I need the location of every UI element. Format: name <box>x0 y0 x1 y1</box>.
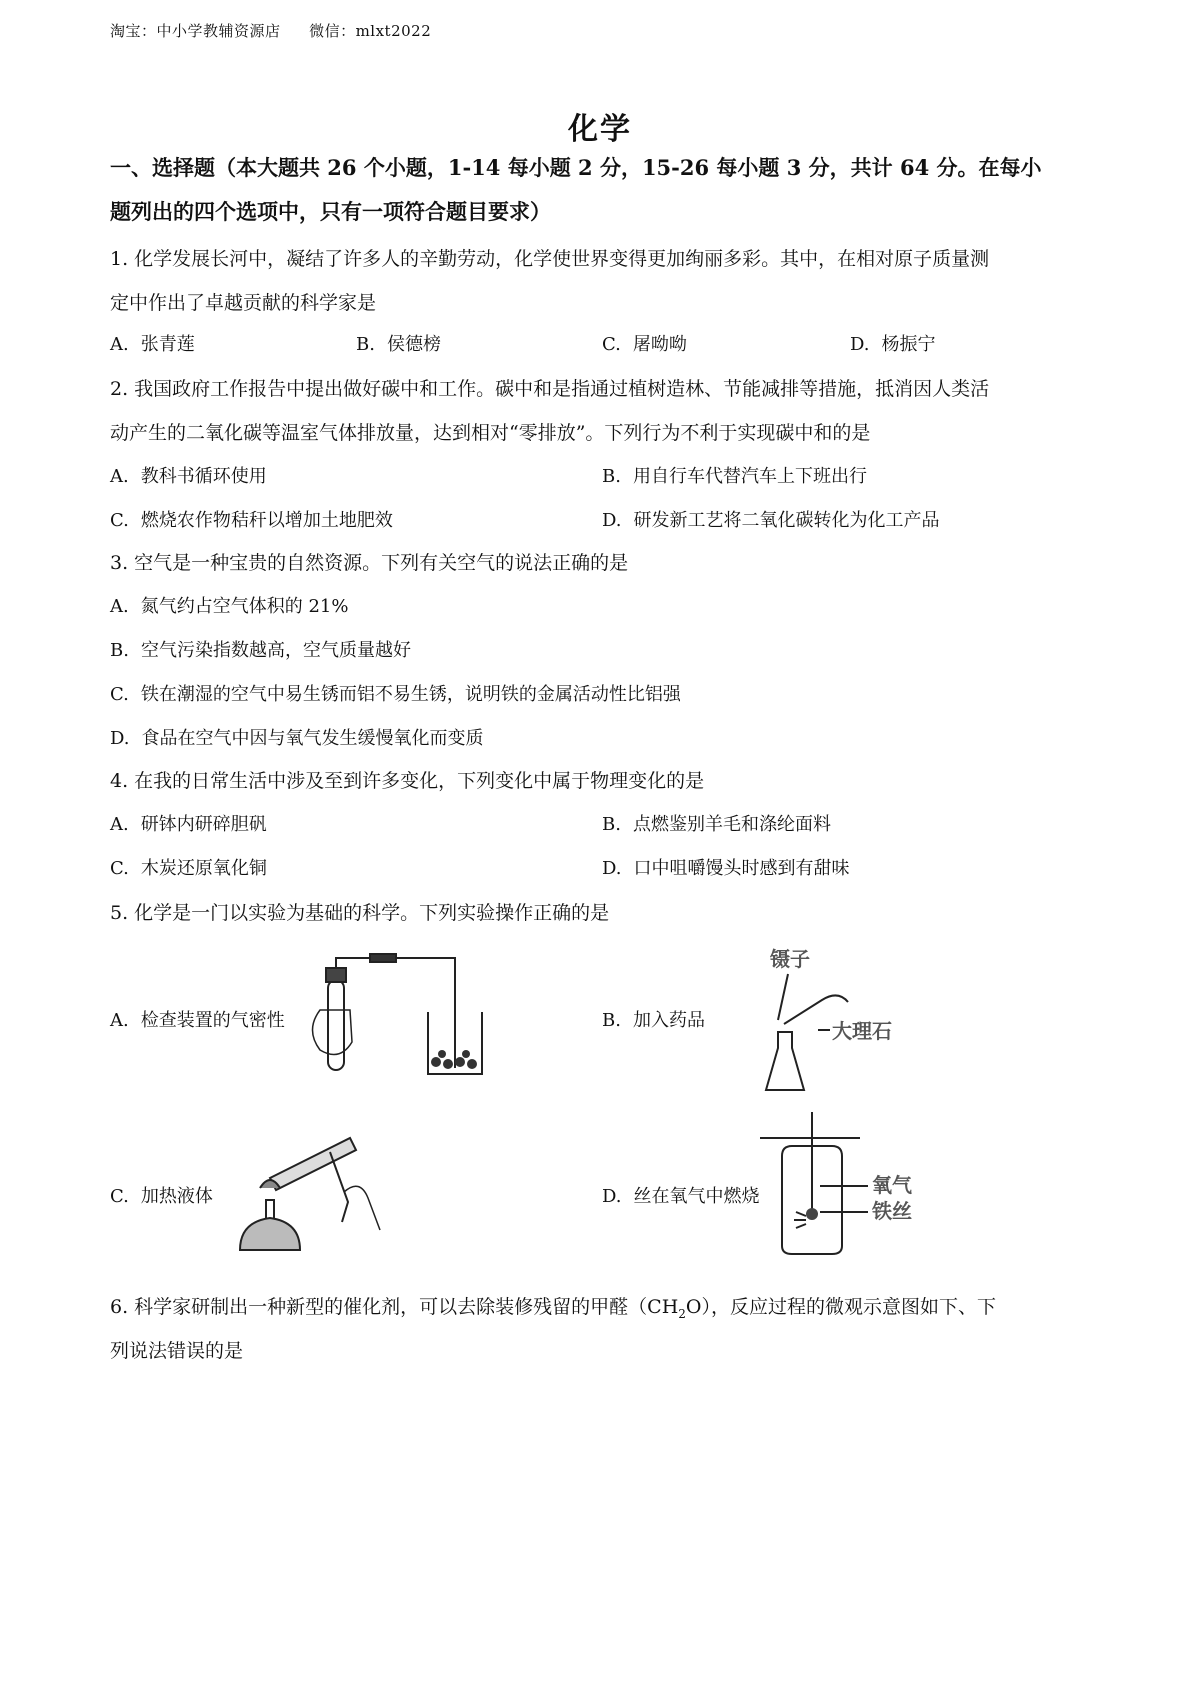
rubber-tube <box>370 954 396 962</box>
q2-option-c: C. 燃烧农作物秸秆以增加土地肥效 <box>110 510 393 531</box>
q1-stem-line2: 定中作出了卓越贡献的科学家是 <box>110 292 377 314</box>
q5-option-a: A. 检查装置的气密性 <box>110 1010 285 1031</box>
conical-flask <box>766 1032 804 1090</box>
q5-option-c: C. 加热液体 <box>110 1186 213 1207</box>
label-oxygen: 氧气 <box>872 1173 912 1197</box>
q1-option-c: C. 屠呦呦 <box>602 334 687 355</box>
q3-option-d: D. 食品在空气中因与氧气发生缓慢氧化而变质 <box>110 728 484 749</box>
q2-option-d: D. 研发新工艺将二氧化碳转化为化工产品 <box>602 510 940 531</box>
page-header <box>110 20 431 41</box>
q1-option-b: B. 侯德榜 <box>356 334 441 355</box>
test-tube <box>328 980 344 1070</box>
label-iron-wire: 铁丝 <box>872 1199 912 1223</box>
label-tweezers: 镊子 <box>770 947 810 971</box>
hand-icon <box>344 1186 380 1230</box>
header-wechat: 微信：mlxt2022 <box>309 22 432 40</box>
q4-option-a: A. 研钵内研碎胆矾 <box>110 814 267 835</box>
q5-option-d: D. 丝在氧气中燃烧 <box>602 1186 760 1207</box>
stopper <box>326 968 346 982</box>
q2-option-a: A. 教科书循环使用 <box>110 466 267 487</box>
q3-stem: 3. 空气是一种宝贵的自然资源。下列有关空气的说法正确的是 <box>110 552 629 574</box>
q1-option-a: A. 张青莲 <box>110 334 195 355</box>
iron-burning-figure <box>760 1112 940 1262</box>
q4-stem: 4. 在我的日常生活中涉及至到许多变化，下列变化中属于物理变化的是 <box>110 770 705 792</box>
q1-stem-line1: 1. 化学发展长河中，凝结了许多人的辛勤劳动，化学使世界变得更加绚丽多彩。其中，在相对原子质量测 <box>110 248 990 270</box>
hand-icon <box>313 1010 353 1055</box>
q5-stem: 5. 化学是一门以实验为基础的科学。下列实验操作正确的是 <box>110 902 610 924</box>
delivery-tube <box>336 958 455 1068</box>
airtightness-check-figure <box>310 950 500 1080</box>
test-tube-tilted <box>270 1138 356 1190</box>
section-heading-line1: 一、选择题（本大题共 26 个小题，1-14 每小题 2 分，15-26 每小题 3 分，共计 64 分。在每小 <box>110 155 1042 180</box>
q6-stem-line1: 6. 科学家研制出一种新型的催化剂，可以去除装修残留的甲醛$(CH_2O)$，反应过程的微观示意图如下、下 <box>110 1296 996 1321</box>
q2-option-b: B. 用自行车代替汽车上下班出行 <box>602 466 867 487</box>
q4-option-b: B. 点燃鉴别羊毛和涤纶面料 <box>602 814 831 835</box>
section-heading-line2: 题列出的四个选项中，只有一项符合题目要求） <box>110 199 551 224</box>
q3-option-b: B. 空气污染指数越高，空气质量越好 <box>110 640 411 661</box>
tweezers-line <box>778 974 788 1020</box>
label-pointers <box>820 1186 868 1212</box>
adding-reagent-figure <box>758 940 948 1095</box>
page-title: 化学 <box>568 112 632 147</box>
heating-liquid-figure <box>230 1118 420 1258</box>
q1-option-d: D. 杨振宁 <box>850 334 936 355</box>
sparks-icon <box>794 1212 806 1228</box>
alcohol-lamp <box>240 1218 300 1250</box>
burning-point <box>806 1208 818 1220</box>
q2-stem-line1: 2. 我国政府工作报告中提出做好碳中和工作。碳中和是指通过植树造林、节能减排等措施，抵消因人类活 <box>110 378 990 400</box>
header-shop: 淘宝：中小学教辅资源店 <box>110 22 281 40</box>
q6-stem-line2: 列说法错误的是 <box>110 1340 244 1362</box>
q3-option-c: C. 铁在潮湿的空气中易生锈而铝不易生锈，说明铁的金属活动性比铝强 <box>110 684 681 705</box>
q4-option-c: C. 木炭还原氧化铜 <box>110 858 267 879</box>
q3-option-a: A. 氮气约占空气体积的 21% <box>110 596 349 617</box>
q4-option-d: D. 口中咀嚼馒头时感到有甜味 <box>602 858 850 879</box>
q2-stem-line2: 动产生的二氧化碳等温室气体排放量，达到相对“零排放”。下列行为不利于实现碳中和的是 <box>110 422 871 444</box>
q5-option-b: B. 加入药品 <box>602 1010 705 1031</box>
label-marble: 大理石 <box>832 1019 892 1043</box>
lamp-wick <box>266 1200 274 1218</box>
